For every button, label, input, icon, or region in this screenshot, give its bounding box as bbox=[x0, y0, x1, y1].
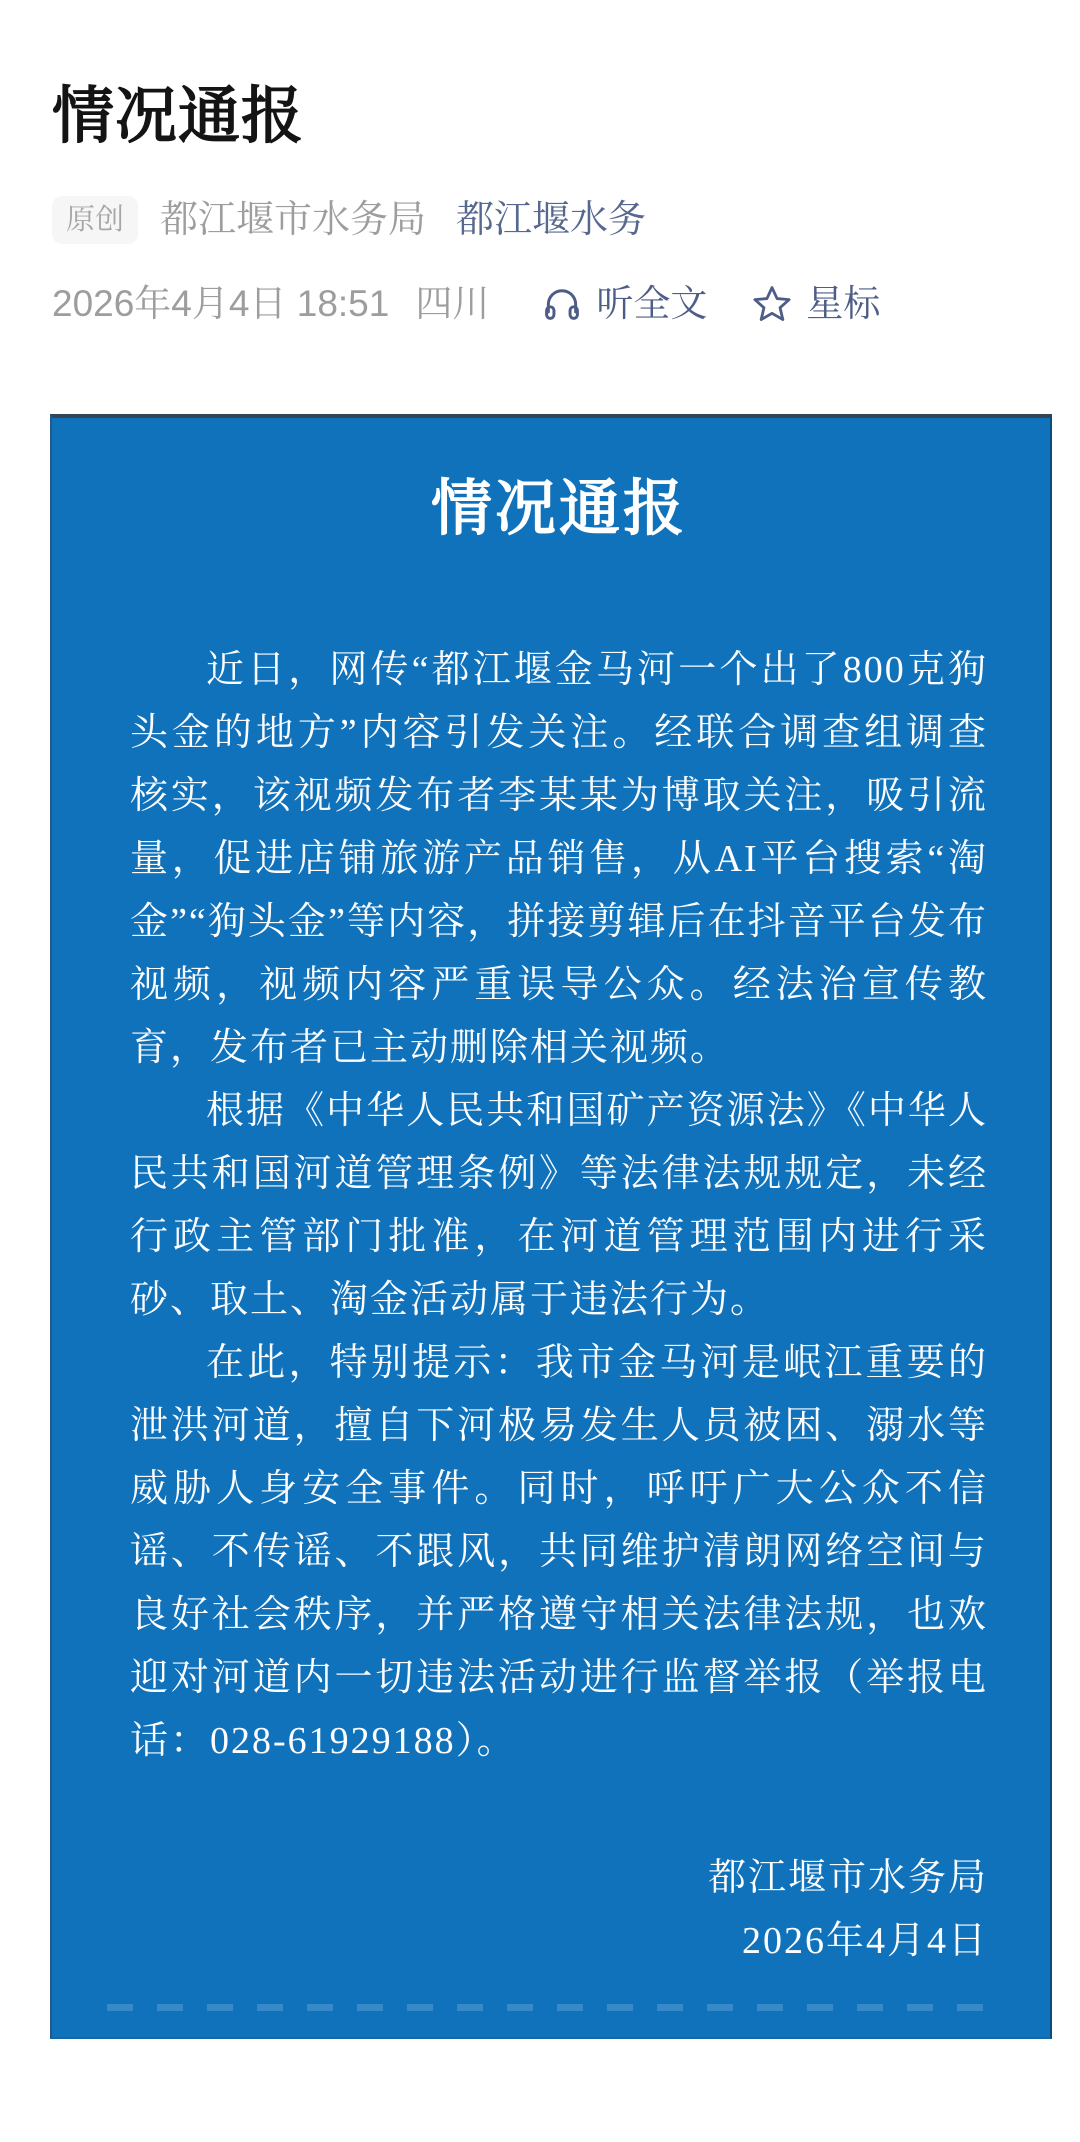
wechat-article-page bbox=[0, 84, 1080, 2142]
watermark-strip bbox=[107, 2004, 995, 2011]
byline bbox=[52, 196, 1028, 244]
meta-row bbox=[52, 282, 1028, 326]
notice-signature bbox=[130, 1847, 988, 1973]
notice-body bbox=[130, 639, 988, 1773]
publish-location: 四川 bbox=[415, 283, 490, 324]
notice-image[interactable] bbox=[50, 414, 1052, 2039]
article-title: 情况通报 bbox=[52, 82, 305, 151]
original-tag: 原创 bbox=[52, 196, 138, 244]
signature-date: 2026年4月4日 bbox=[741, 1920, 988, 1962]
star-label: 星标 bbox=[806, 283, 881, 324]
notice-paragraph-2: 根据《中华人民共和国矿产资源法》《中华人民共和国河道管理条例》等法律法规规定，未经行政主管部门批准，在河道管理范围内进行采砂、取土、淘金活动属于违法行为。 bbox=[130, 1090, 988, 1321]
headphone-icon bbox=[541, 283, 583, 325]
star-icon bbox=[751, 283, 793, 325]
author-name: 都江堰市水务局 bbox=[160, 199, 427, 241]
signature-org: 都江堰市水务局 bbox=[707, 1857, 988, 1899]
publish-datetime: 2026年4月4日 18:51 bbox=[52, 283, 390, 324]
star-button[interactable] bbox=[751, 282, 880, 326]
account-link[interactable]: 都江堰水务 bbox=[456, 199, 647, 241]
listen-button[interactable] bbox=[541, 282, 707, 326]
listen-label: 听全文 bbox=[596, 283, 708, 324]
notice-paragraph-3: 在此，特别提示：我市金马河是岷江重要的泄洪河道，擅自下河极易发生人员被困、溺水等威胁人身安全事件。同时，呼吁广大公众不信谣、不传谣、不跟风，共同维护清朗网络空间与良好社会秩序，并严格遵守相关法律法规，也欢迎对河道内一切违法活动进行监督举报（举报电话：028-61929188）。 bbox=[130, 1342, 988, 1762]
notice-title: 情况通报 bbox=[430, 476, 687, 543]
notice-paragraph-1: 近日，网传“都江堰金马河一个出了800克狗头金的地方”内容引发关注。经联合调查组调查核实，该视频发布者李某某为博取关注，吸引流量，促进店铺旅游产品销售，从AI平台搜索“淘金”“狗头金”等内容，拼接剪辑后在抖音平台发布视频，视频内容严重误导公众。经法治宣传教育，发布者已主动删除相关视频。 bbox=[130, 649, 988, 1069]
